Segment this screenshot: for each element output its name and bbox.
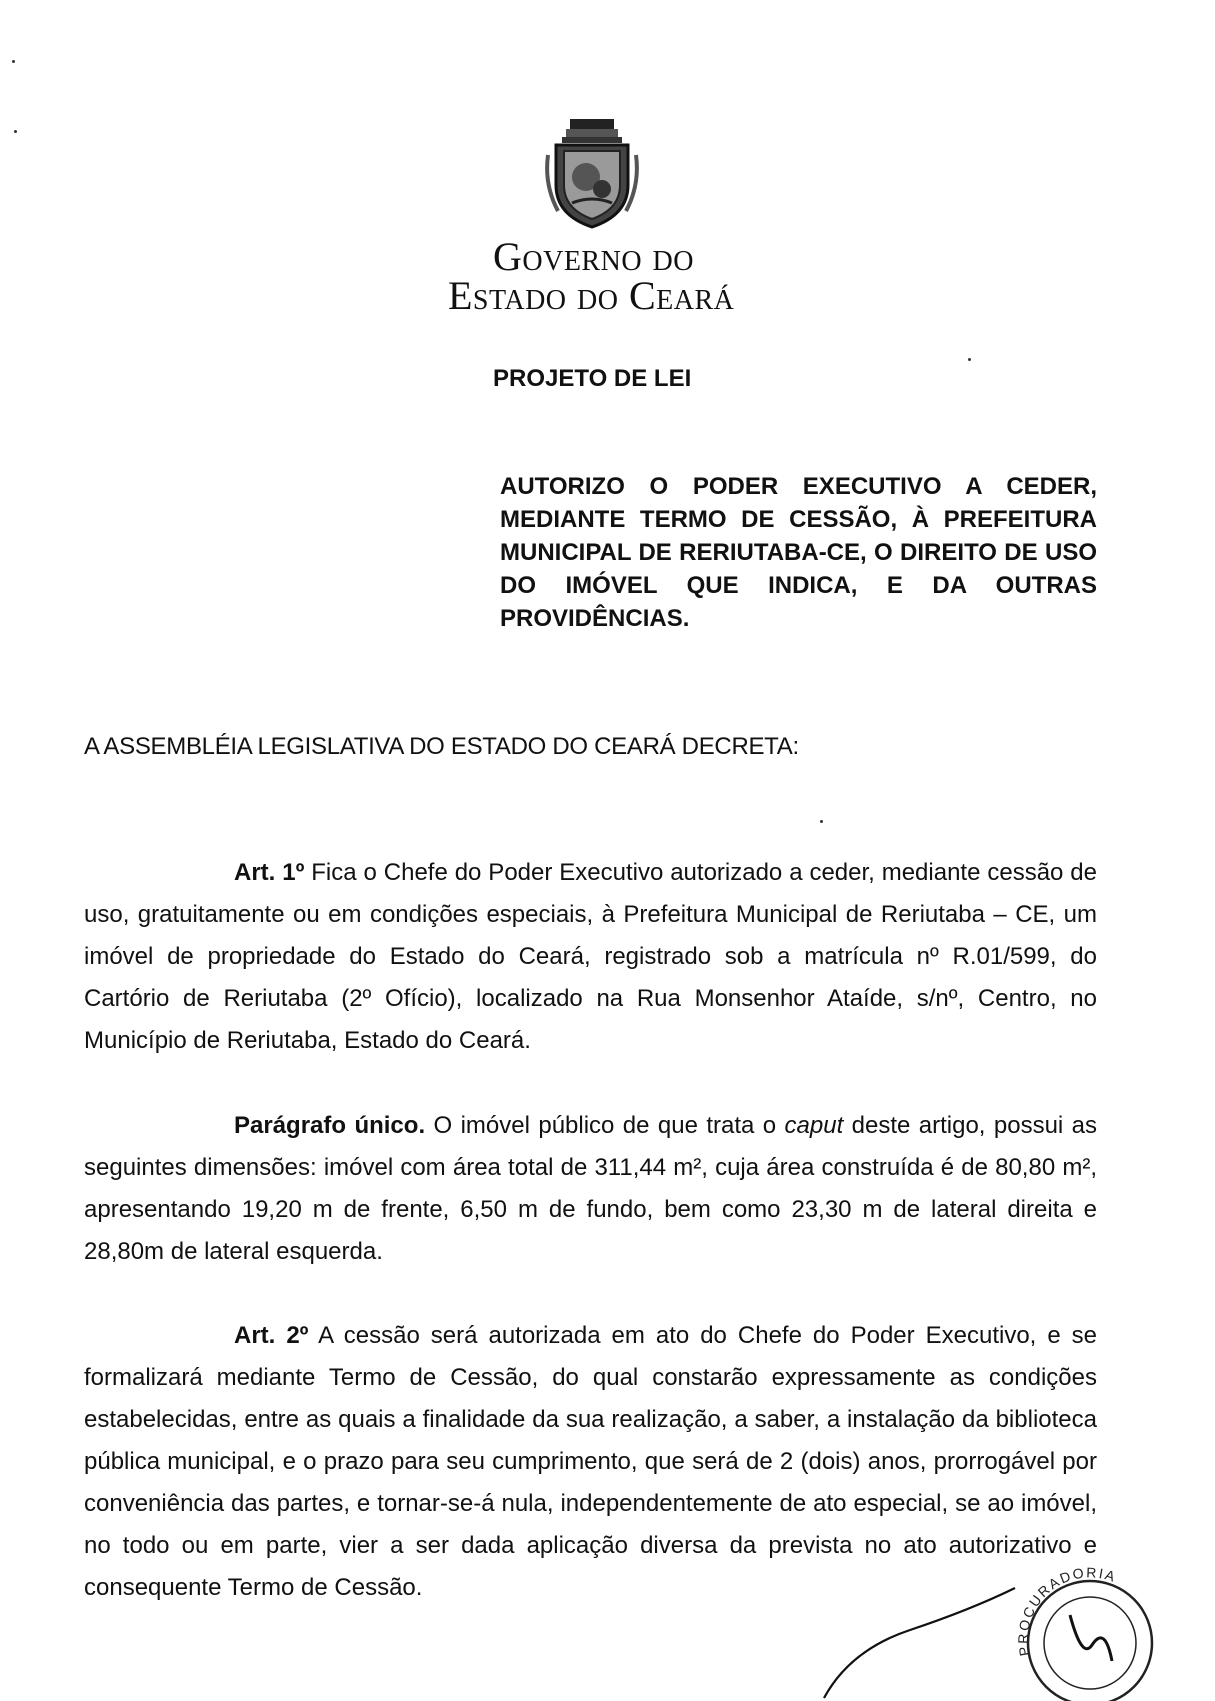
- sole-paragraph-text-after: deste artigo, possui as seguintes dimensões: imóvel com área total de 311,44 m², cuja área construída é de 80,80 m², apresentando 19,20 m de frente, 6,50 m de fundo, bem como 23,30 m de lateral direita e 28,80m de lateral esquerda.: [84, 1112, 1097, 1265]
- scan-speck: [12, 60, 15, 63]
- svg-text:PROCURADORIA: [1015, 1565, 1119, 1657]
- stamp-text: PROCURADORIA: [1014, 1565, 1119, 1658]
- scan-speck: [14, 130, 17, 133]
- caput-term: caput: [784, 1112, 844, 1139]
- enactment-clause: A ASSEMBLÉIA LEGISLATIVA DO ESTADO DO CEARÁ DECRETA:: [84, 733, 799, 760]
- ceara-coat-of-arms-icon: [542, 115, 642, 233]
- handwritten-signature: [820, 1570, 1020, 1701]
- article-1-label: Art. 1º: [234, 859, 305, 886]
- article-1-text: Fica o Chefe do Poder Executivo autorizado a ceder, mediante cessão de uso, gratuitamente ou em condições especiais, à Prefeitura Municipal de Reriutaba – CE, um imóvel de propriedade do Estado do Ceará, registrado sob a matrícula nº R.01/599, do Cartório de Reriutaba (2º Ofício), localizado na Rua Monsenhor Ataíde, s/nº, Centro, no Município de Reriutaba, Estado do Ceará.: [84, 859, 1097, 1054]
- bill-summary: AUTORIZO O PODER EXECUTIVO A CEDER, MEDIANTE TERMO DE CESSÃO, À PREFEITURA MUNICIPAL DE RERIUTABA-CE, O DIREITO DE USO DO IMÓVEL QUE INDICA, E DA OUTRAS PROVIDÊNCIAS.: [500, 473, 1097, 632]
- office-stamp: [1010, 1565, 1170, 1701]
- bill-title: PROJETO DE LEI: [493, 365, 692, 392]
- article-2-label: Art. 2º: [234, 1322, 309, 1349]
- scan-speck: [820, 820, 823, 823]
- sole-paragraph-label: Parágrafo único.: [234, 1112, 426, 1139]
- article-2: [84, 1315, 1097, 1609]
- government-name-line2: Estado do Ceará: [448, 273, 735, 318]
- scan-speck: [968, 358, 971, 361]
- government-name-line1: Governo do: [493, 234, 694, 279]
- sole-paragraph: [84, 1105, 1097, 1273]
- article-2-text: A cessão será autorizada em ato do Chefe do Poder Executivo, e se formalizará mediante Termo de Cessão, do qual constarão expressamente as condições estabelecidas, entre as quais a finalidade da sua realização, a saber, a instalação da biblioteca pública municipal, e o prazo para seu cumprimento, que será de 2 (dois) anos, prorrogável por conveniência das partes, e tornar-se-á nula, independentemente de ato especial, se ao imóvel, no todo ou em parte, vier a ser dada aplicação diversa da prevista no ato autorizativo e consequente Termo de Cessão.: [84, 1322, 1098, 1601]
- article-1: [84, 852, 1097, 1062]
- sole-paragraph-text-before: O imóvel público de que trata o: [433, 1112, 777, 1139]
